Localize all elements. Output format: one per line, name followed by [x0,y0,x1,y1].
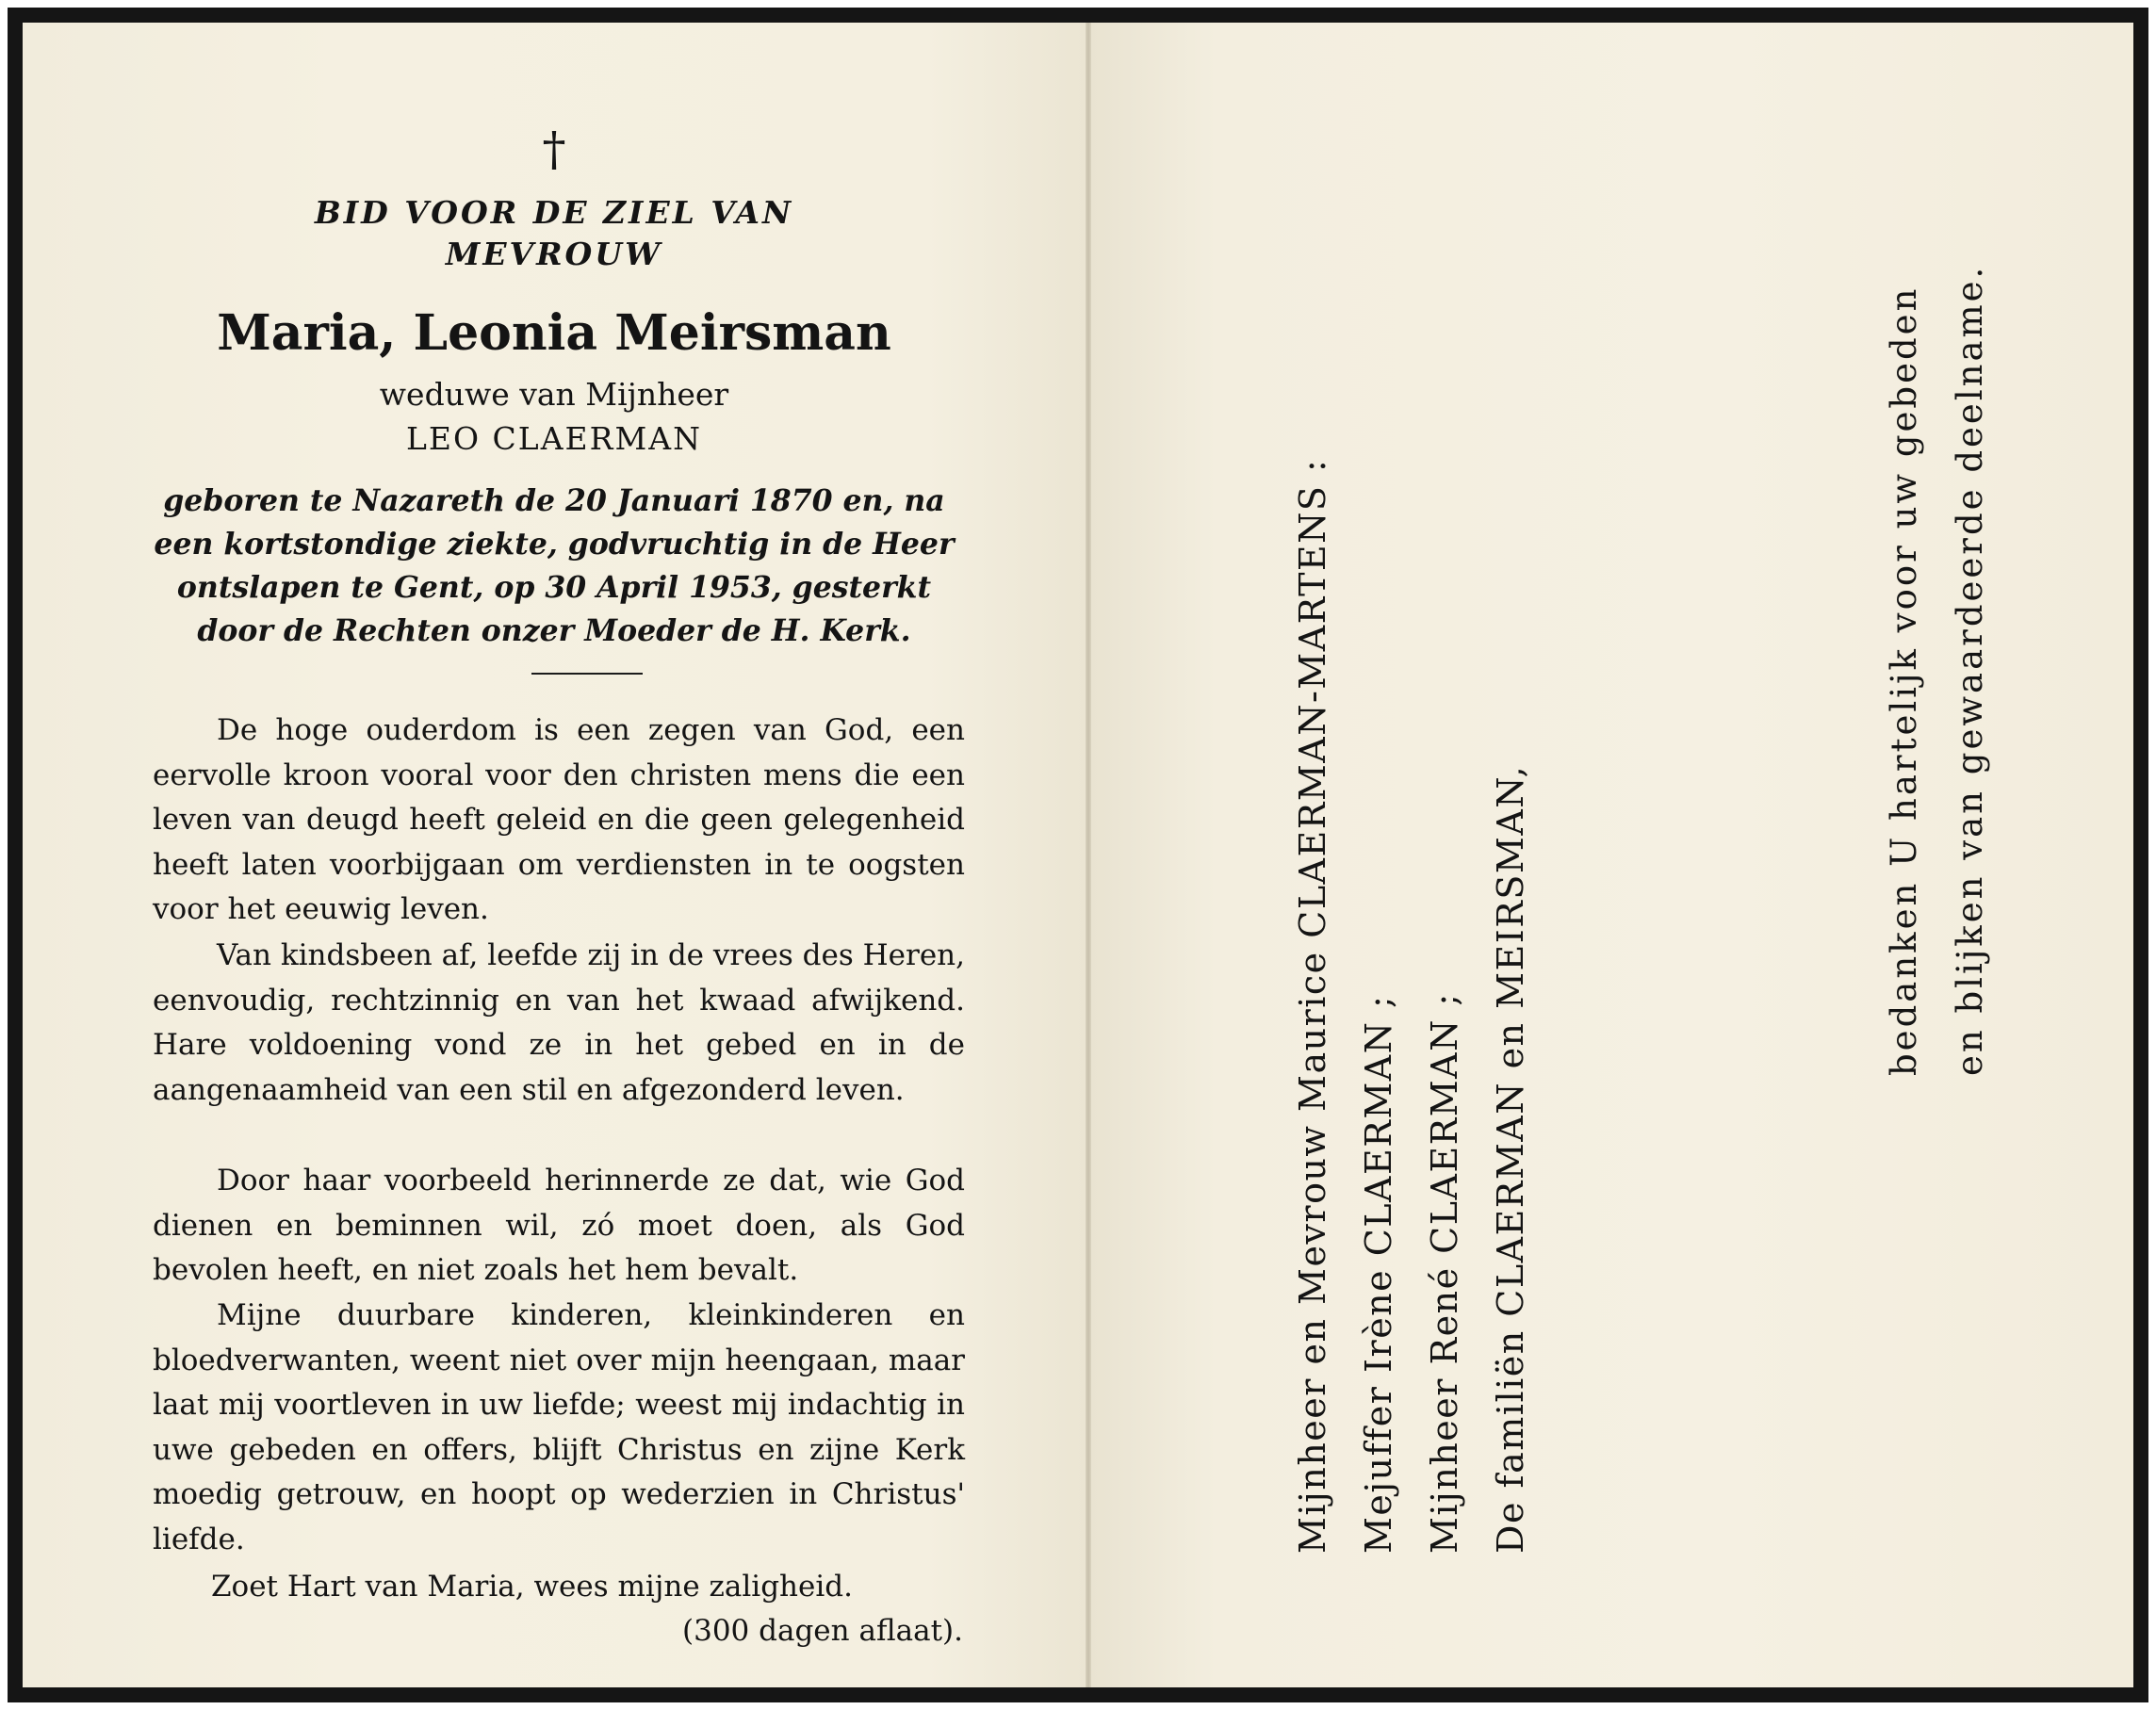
bio-line-1: geboren te Nazareth de 20 Januari 1870 en, na [163,483,945,518]
paragraph-3-text: Door haar voorbeeld herinnerde ze dat, wie God dienen en beminnen wil, zó moet doen, als God bevolen heeft, en niet zoals het hem bevalt. [153,1164,965,1287]
widow-line: weduwe van Mijnheer [379,376,729,413]
bio-line-4: door de Rechten onzer Moeder de H. Kerk. [197,613,911,648]
memorial-card [8,8,2148,1702]
paragraph-2 [153,934,965,1113]
husband-name: LEO CLAERMAN [406,420,702,457]
family-line-4: De familiën CLAERMAN en MEIRSMAN, [1490,764,1531,1554]
bio-line-2: een kortstondige ziekte, godvruchtig in de Heer [154,527,955,562]
paragraph-4 [153,1294,965,1562]
family-line-3: Mijnheer René CLAERMAN ; [1424,992,1465,1554]
paragraph-3 [153,1159,965,1294]
intro-line-2: MEVROUW [445,236,663,272]
paragraph-2-text: Van kindsbeen af, leefde zij in de vrees des Heren, eenvoudig, rechtzinnig en van het kwaad afwijkend. Hare voldoening vond ze in het gebed en in de aangenaamheid van een stil en afgezonderd leven. [153,938,965,1107]
deceased-name: Maria, Leonia Meirsman [217,304,891,362]
paragraph-1-text: De hoge ouderdom is een zegen van God, een eervolle kroon vooral voor den christen mens die een leven van deugd heeft geleid en die geen gelegenheid heeft laten voorbijgaan om verdiensten in te oogsten voor het eeuwig leven. [153,713,965,926]
prayer-line: Zoet Hart van Maria, wees mijne zaligheid. [211,1570,853,1604]
intro-line-1: BID VOOR DE ZIEL VAN [314,194,794,231]
divider-rule [531,673,643,675]
paragraph-4-text: Mijne duurbare kinderen, kleinkinderen en bloedverwanten, weent niet over mijn heengaan, maar laat mij voortleven in uw liefde; weest mij indachtig in uwe gebeden en offers, blijft Christus en zijne Kerk moedig getrouw, en hoopt op wederzien in Christus' liefde. [153,1298,965,1556]
left-page [23,23,1086,1687]
paragraph-1 [153,708,965,933]
family-line-2: Mejuffer Irène CLAERMAN ; [1358,994,1399,1554]
indulgence-line: (300 dagen aflaat). [682,1614,963,1648]
right-page [1091,23,2133,1687]
thanks-line-2: en blijken van gewaardeerde deelname. [1950,264,1990,1076]
thanks-line-1: bedanken U hartelijk voor uw gebeden [1884,285,1924,1076]
family-line-1: Mijnheer en Mevrouw Maurice CLAERMAN-MARTENS : [1292,458,1333,1554]
cross-icon: † [542,122,566,176]
bio-line-3: ontslapen te Gent, op 30 April 1953, gesterkt [176,570,932,605]
